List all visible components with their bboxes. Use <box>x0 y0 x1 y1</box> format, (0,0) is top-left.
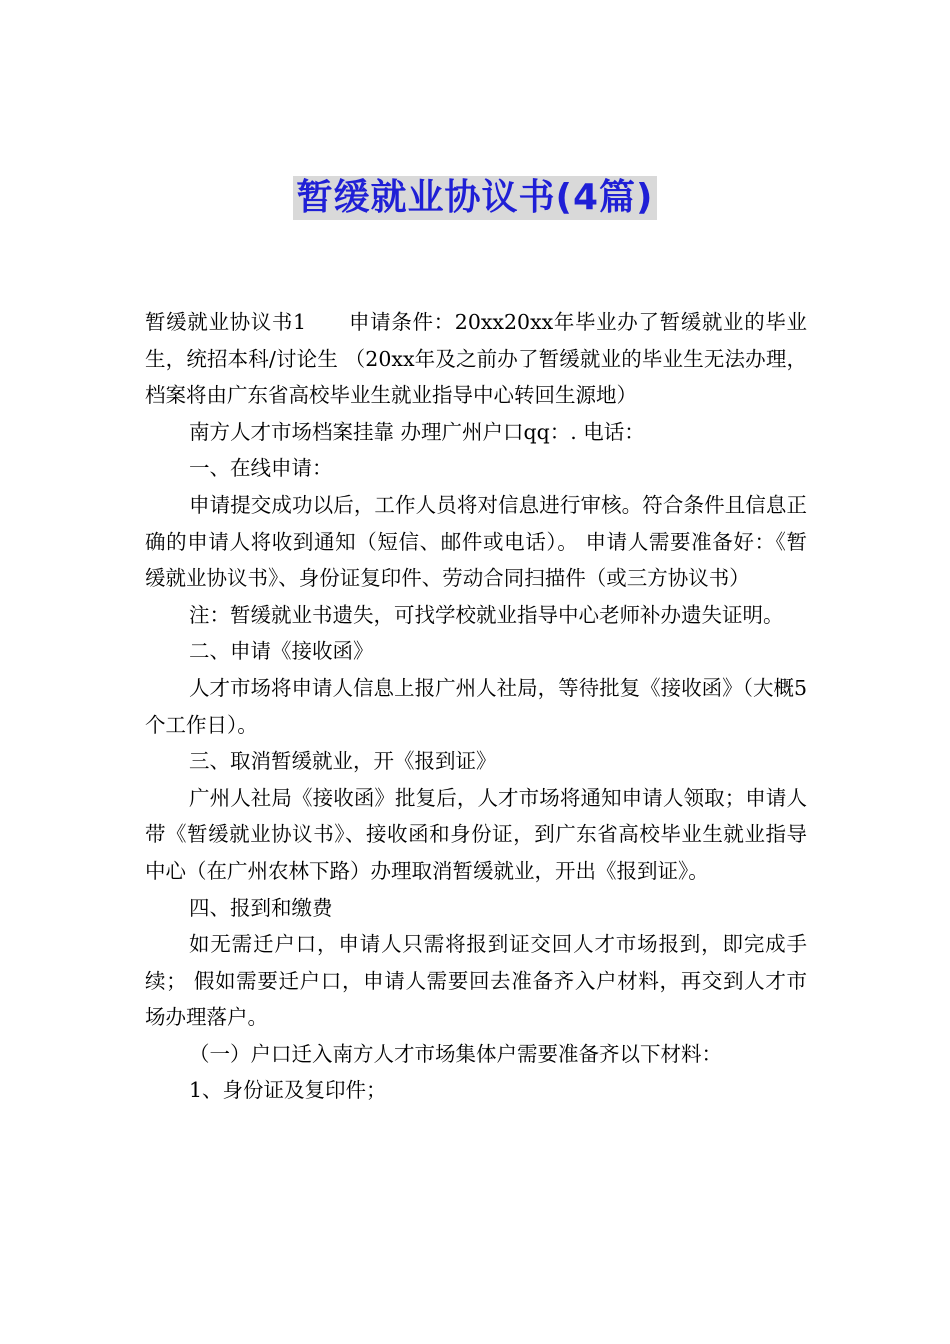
document-title: 暂缓就业协议书(4篇) <box>293 176 658 220</box>
paragraph: 如无需迁户口，申请人只需将报到证交回人才市场报到，即完成手续； 假如需要迁户口，申请人需要回去准备齐入户材料，再交到人才市场办理落户。 <box>145 932 807 1030</box>
paragraph: 人才市场将申请人信息上报广州人社局，等待批复《接收函》（大概5个工作日）。 <box>145 675 807 737</box>
paragraph: 三、取消暂缓就业，开《报到证》 <box>189 749 497 774</box>
document-body <box>145 304 807 1109</box>
paragraph: （一）户口迁入南方人才市场集体户需要准备齐以下材料： <box>189 1041 722 1066</box>
title-container <box>0 176 950 220</box>
paragraph: 注：暂缓就业书遗失，可找学校就业指导中心老师补办遗失证明。 <box>189 602 784 627</box>
paragraph: 暂缓就业协议书1 申请条件：20xx20xx年毕业办了暂缓就业的毕业生，统招本科/讨论生 （20xx年及之前办了暂缓就业的毕业生无法办理，档案将由广东省高校毕业生就业指导中心转回生源地） <box>145 310 807 408</box>
paragraph: 申请提交成功以后，工作人员将对信息进行审核。符合条件且信息正确的申请人将收到通知（短信、邮件或电话）。 申请人需要准备好：《暂缓就业协议书》、身份证复印件、劳动合同扫描件（或三方协议书） <box>145 492 807 591</box>
paragraph: 二、申请《接收函》 <box>189 639 374 664</box>
paragraph: 1、身份证及复印件； <box>189 1078 387 1103</box>
paragraph: 南方人才市场档案挂靠 办理广州户口qq：. 电话： <box>189 419 645 444</box>
paragraph: 四、报到和缴费 <box>189 895 333 920</box>
paragraph: 广州人社局《接收函》批复后，人才市场将通知申请人领取；申请人带《暂缓就业协议书》、接收函和身份证，到广东省高校毕业生就业指导中心（在广州农林下路）办理取消暂缓就业，开出《报到证》。 <box>145 785 807 883</box>
paragraph: 一、在线申请： <box>189 456 333 481</box>
